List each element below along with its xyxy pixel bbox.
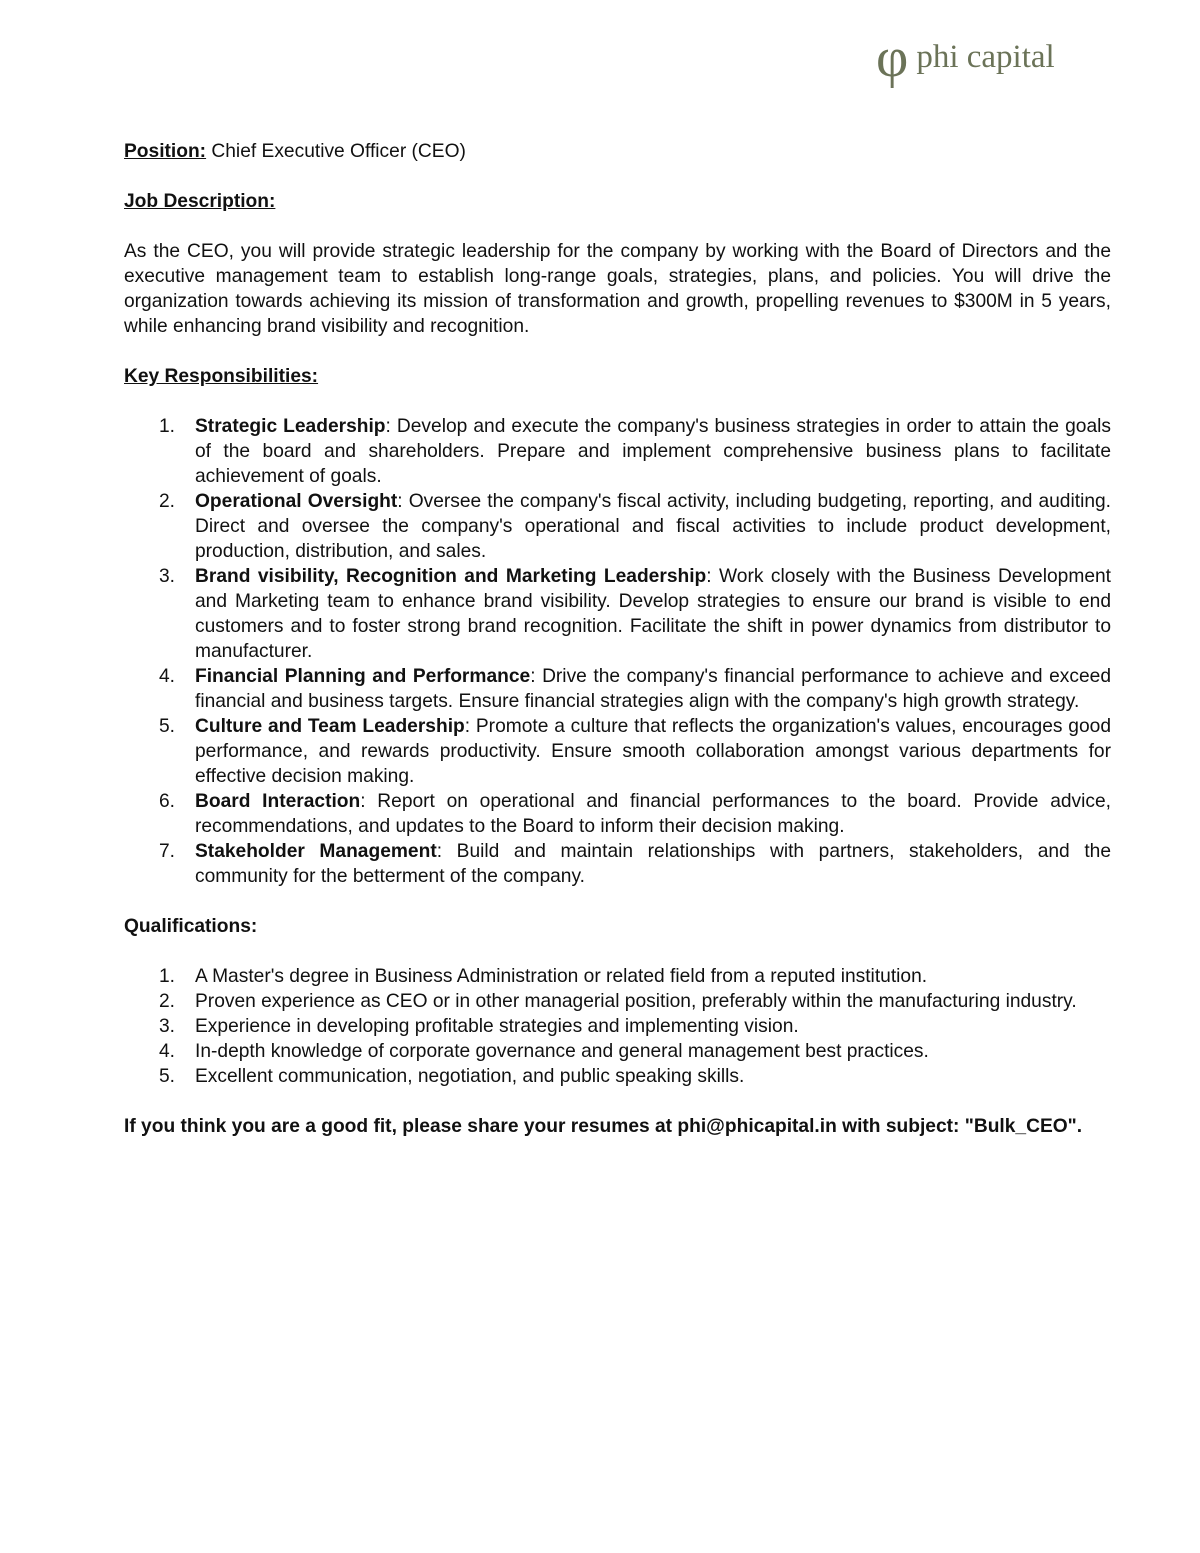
list-number: 1. <box>159 966 176 987</box>
key-responsibilities-heading: Key Responsibilities: <box>124 366 319 387</box>
document-body <box>124 139 1111 1139</box>
list-number: 4. <box>159 1041 176 1062</box>
list-item <box>124 989 1111 1014</box>
list-item <box>124 1039 1111 1064</box>
responsibility-title: Financial Planning and Performance <box>195 666 531 687</box>
responsibility-title: Board Interaction <box>195 791 361 812</box>
list-item <box>124 839 1111 889</box>
list-item <box>124 664 1111 714</box>
responsibility-text: : Build and maintain relationships with partners, stakeholders, and the community for the betterment of the company. <box>195 841 1111 887</box>
qualification-text: In-depth knowledge of corporate governance and general management best practices. <box>195 1041 929 1062</box>
responsibility-text: : Report on operational and financial performances to the board. Provide advice, recommendations, and updates to the Board to inform their decision making. <box>195 791 1111 837</box>
list-number: 6. <box>159 791 176 812</box>
list-item <box>124 564 1111 664</box>
responsibilities-list <box>124 414 1111 889</box>
list-item <box>124 714 1111 789</box>
list-number: 7. <box>159 841 176 862</box>
list-number: 4. <box>159 666 176 687</box>
list-number: 2. <box>159 491 176 512</box>
responsibility-title: Operational Oversight <box>195 491 398 512</box>
list-item <box>124 489 1111 564</box>
responsibility-text: : Drive the company's financial performance to achieve and exceed financial and business targets. Ensure financial strategies align with the company's high growth strategy. <box>195 666 1111 712</box>
responsibility-title: Brand visibility, Recognition and Marketing Leadership <box>195 566 707 587</box>
list-number: 2. <box>159 991 176 1012</box>
qualification-text: Excellent communication, negotiation, and public speaking skills. <box>195 1066 745 1087</box>
responsibility-text: : Develop and execute the company's business strategies in order to attain the goals of the board and shareholders. Prepare and implement comprehensive business plans to facilitate achievement of goals. <box>195 416 1111 487</box>
position-value: Chief Executive Officer (CEO) <box>206 141 466 162</box>
list-item <box>124 789 1111 839</box>
qualifications-list <box>124 964 1111 1089</box>
job-description-text: As the CEO, you will provide strategic leadership for the company by working with the Board of Directors and the executive management team to establish long-range goals, strategies, plans, and policies. You will drive the organization towards achieving its mission of transformation and growth, propelling revenues to $300M in 5 years, while enhancing brand visibility and recognition. <box>124 241 1111 337</box>
qualification-text: Proven experience as CEO or in other managerial position, preferably within the manufacturing industry. <box>195 991 1077 1012</box>
qualification-text: Experience in developing profitable strategies and implementing vision. <box>195 1016 799 1037</box>
logo-text: phi capital <box>916 39 1055 75</box>
closing-statement: If you think you are a good fit, please share your resumes at phi@phicapital.in with subject: "Bulk_CEO". <box>124 1116 1083 1137</box>
list-item <box>124 414 1111 489</box>
company-logo <box>876 27 1055 89</box>
qualifications-heading: Qualifications: <box>124 916 258 937</box>
list-number: 5. <box>159 716 176 737</box>
responsibility-title: Culture and Team Leadership <box>195 716 465 737</box>
list-item <box>124 964 1111 989</box>
list-item <box>124 1064 1111 1089</box>
responsibility-title: Strategic Leadership <box>195 416 386 437</box>
list-number: 3. <box>159 566 176 587</box>
list-number: 5. <box>159 1066 176 1087</box>
responsibility-text: : Oversee the company's fiscal activity, including budgeting, reporting, and auditing. Direct and oversee the company's operational and fiscal activities to include product development, production, distribution, and sales. <box>195 491 1112 562</box>
phi-logo-icon: φ <box>876 27 909 89</box>
position-line <box>124 139 1111 164</box>
list-number: 1. <box>159 416 176 437</box>
qualification-text: A Master's degree in Business Administration or related field from a reputed institution. <box>195 966 928 987</box>
responsibility-text: : Promote a culture that reflects the organization's values, encourages good performance, and rewards productivity. Ensure smooth collaboration amongst various departments for effective decision making. <box>195 716 1111 787</box>
list-item <box>124 1014 1111 1039</box>
position-label: Position: <box>124 141 207 162</box>
responsibility-text: : Work closely with the Business Development and Marketing team to enhance brand visibility. Develop strategies to ensure our brand is visible to end customers and to foster strong brand recognition. Facilitate the shift in power dynamics from distributor to manufacturer. <box>195 566 1111 662</box>
responsibility-title: Stakeholder Management <box>195 841 437 862</box>
list-number: 3. <box>159 1016 176 1037</box>
job-description-heading: Job Description: <box>124 191 276 212</box>
